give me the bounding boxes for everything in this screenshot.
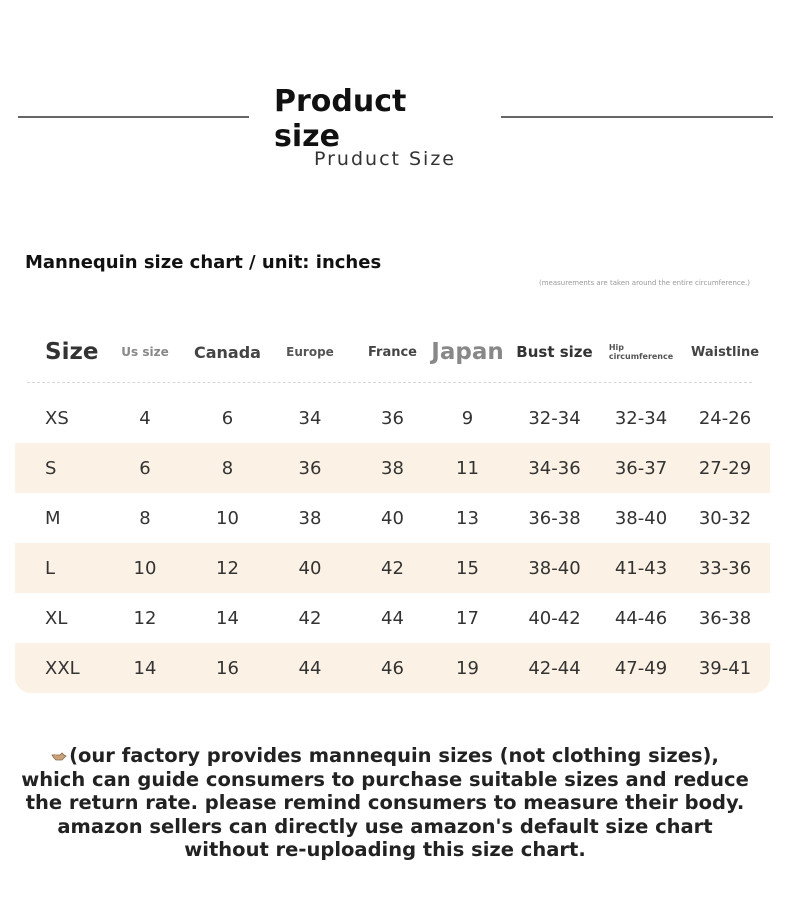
table-cell: 17	[456, 607, 479, 629]
table-cell: 36-38	[528, 507, 581, 529]
table-cell: XS	[45, 407, 69, 429]
col-header-europe: Europe	[286, 345, 334, 359]
table-cell: 47-49	[614, 657, 668, 679]
table-cell: 38-40	[614, 507, 668, 529]
table-cell: 40-42	[528, 607, 581, 629]
pointing-hand-icon	[51, 752, 67, 762]
table-cell: 42	[298, 607, 322, 629]
col-header-us-size: Us size	[121, 345, 169, 359]
table-cell: 36	[381, 407, 404, 429]
table-cell: 42	[381, 557, 404, 579]
table-cell: 33-36	[698, 557, 752, 579]
table-cell: 44	[381, 607, 404, 629]
hip-label-line2: circumference	[608, 352, 674, 361]
table-cell: 8	[139, 507, 151, 529]
table-cell: 14	[216, 607, 239, 629]
table-cell: 38	[298, 507, 322, 529]
factory-note-text: (our factory provides mannequin sizes (not clothing sizes), which can guide consumers to purchase suitable sizes and reduce the return rate. please remind consumers to measure their body. amazon sellers can directly use amazon's default size chart without re-uploading this size chart.	[21, 744, 749, 861]
size-chart-title: Mannequin size chart / unit: inches	[25, 252, 382, 273]
title-rule-left	[18, 116, 249, 118]
table-cell: 19	[456, 657, 479, 679]
table-cell: 8	[221, 457, 234, 479]
table-cell: 44-46	[614, 607, 668, 629]
factory-note	[20, 744, 750, 862]
table-row	[15, 393, 770, 443]
table-cell: 46	[381, 657, 404, 679]
table-cell: M	[45, 507, 61, 529]
table-cell: 4	[139, 407, 151, 429]
table-cell: XXL	[45, 657, 80, 679]
measurement-note: (measurements are taken around the entire circumference.)	[538, 279, 750, 287]
table-cell: XL	[45, 607, 68, 629]
table-cell: 34-36	[528, 457, 581, 479]
table-cell: 30-32	[698, 507, 752, 529]
table-cell: 13	[456, 507, 479, 529]
table-cell: 14	[133, 657, 157, 679]
table-cell: 36-37	[614, 457, 668, 479]
col-header-bust-size: Bust size	[516, 343, 593, 361]
col-header-waistline: Waistline	[690, 344, 760, 360]
page-title: Product size	[274, 84, 407, 154]
table-row	[15, 543, 770, 593]
table-cell: 38	[381, 457, 404, 479]
table-row	[15, 593, 770, 643]
table-cell: 32-34	[614, 407, 668, 429]
hip-label-line1: Hip	[608, 343, 624, 352]
table-cell: L	[45, 557, 56, 579]
size-table-body	[15, 393, 770, 693]
table-cell: 39-41	[698, 657, 752, 679]
table-cell: S	[45, 457, 57, 479]
table-cell: 44	[298, 657, 322, 679]
table-row	[15, 443, 770, 493]
table-cell: 10	[216, 507, 239, 529]
table-cell: 41-43	[614, 557, 668, 579]
table-cell: 36	[298, 457, 322, 479]
col-header-france: France	[367, 344, 417, 360]
table-cell: 34	[298, 407, 322, 429]
table-row	[15, 643, 770, 693]
table-cell: 15	[456, 557, 479, 579]
title-rule-right	[501, 116, 773, 118]
table-cell: 24-26	[698, 407, 752, 429]
page-subtitle: Pruduct Size	[313, 148, 457, 170]
table-row	[15, 493, 770, 543]
table-cell: 6	[221, 407, 234, 429]
col-header-japan: Japan	[431, 339, 504, 365]
table-cell: 27-29	[698, 457, 752, 479]
table-cell: 36-38	[698, 607, 752, 629]
table-cell: 12	[216, 557, 239, 579]
table-cell: 9	[461, 407, 474, 429]
table-cell: 40	[298, 557, 322, 579]
table-cell: 6	[139, 457, 151, 479]
table-cell: 10	[133, 557, 157, 579]
col-header-canada: Canada	[194, 342, 261, 362]
table-header	[15, 328, 770, 376]
table-cell: 40	[381, 507, 404, 529]
title-box	[274, 84, 482, 154]
col-header-hip-circumference	[607, 328, 675, 376]
table-cell: 32-34	[528, 407, 581, 429]
table-cell: 16	[216, 657, 239, 679]
table-cell: 12	[133, 607, 157, 629]
header-divider	[27, 382, 752, 383]
col-header-size: Size	[45, 339, 99, 365]
table-cell: 38-40	[528, 557, 581, 579]
table-cell: 42-44	[528, 657, 581, 679]
table-cell: 11	[456, 457, 479, 479]
